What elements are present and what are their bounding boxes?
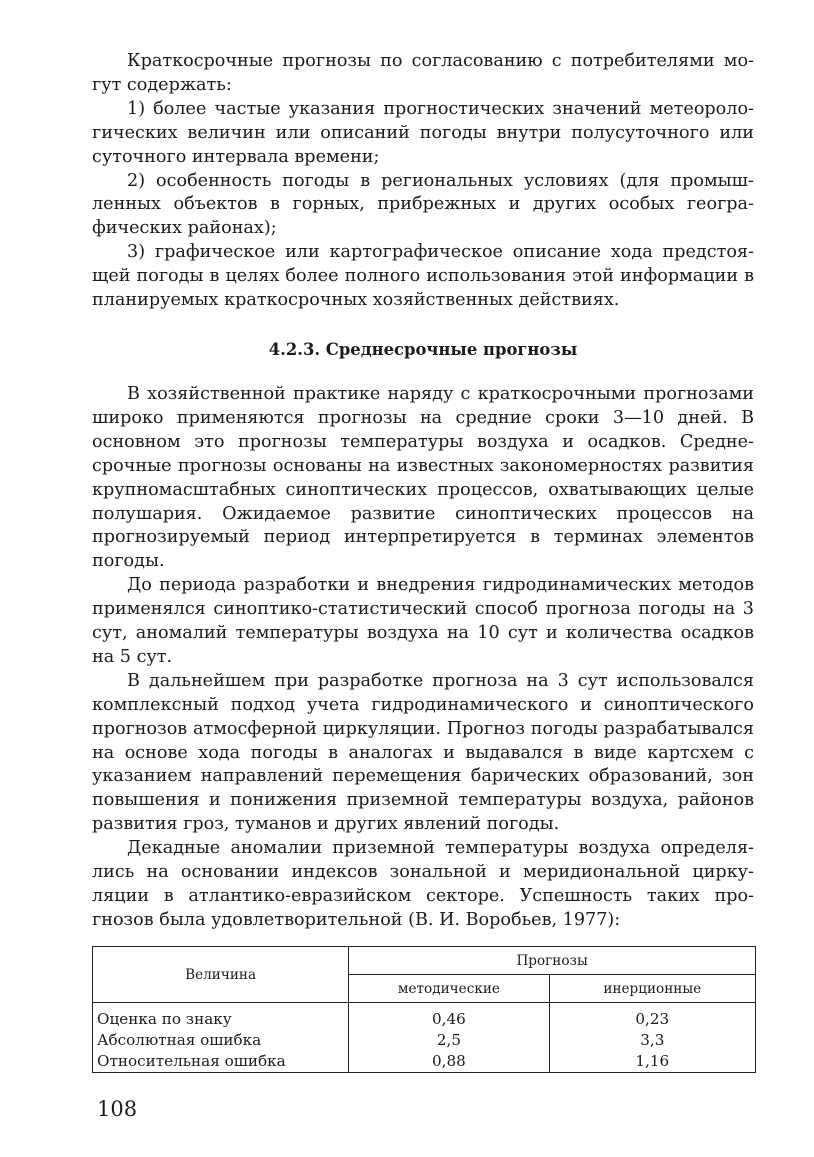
header-forecasts: Прогнозы <box>349 947 756 975</box>
row-label: Относительная ошибка <box>93 1051 349 1073</box>
table-row <box>93 1030 756 1051</box>
page-number: 108 <box>97 1097 138 1121</box>
section-heading: 4.2.3. Среднесрочные прогнозы <box>268 339 578 359</box>
header-methodical: методические <box>349 975 549 1003</box>
row-label: Абсолютная ошибка <box>93 1030 349 1051</box>
section-paragraph-1: В хозяйственной практике наряду с краткосрочными прогнозами широко применяются прогнозы на средние сроки 3—10 дней. В основном это прогнозы температуры воздуха и осадков. Среднесрочные прогнозы основаны на известных закономерностях развития крупномасштабных синоптических процессов, охватывающих целые полушария. Ожидаемое развитие синоптических процессов на прогнозируемый период интерпретируется в терминах элементов погоды. <box>92 383 754 572</box>
header-quantity: Величина <box>93 947 349 1003</box>
row-methodical-value: 2,5 <box>349 1030 549 1051</box>
row-inertial-value: 3,3 <box>549 1030 755 1051</box>
forecast-success-table <box>92 946 756 1073</box>
page-body <box>92 50 754 933</box>
row-inertial-value: 0,23 <box>549 1003 755 1031</box>
header-inertial: инерционные <box>549 975 755 1003</box>
section-paragraph-2: До периода разработки и внедрения гидродинамических методов применялся синоптико-статистический способ прогноза погоды на 3 сут, аномалий температуры воздуха на 10 сут и количества осадков на 5 сут. <box>92 575 754 667</box>
row-inertial-value: 1,16 <box>549 1051 755 1073</box>
section-paragraph-3: В дальнейшем при разработке прогноза на 3 сут использовался комплексный подход учета гидродинамического и синоптического прогнозов атмосферной циркуляции. Прогноз погоды разрабатывался на основе хода погоды в аналогах и выдавался в виде картсхем с указанием направлений перемещения барических образований, зон повышения и понижения приземной температуры воздуха, районов развития гроз, туманов и других явлений погоды. <box>92 670 754 835</box>
row-label: Оценка по знаку <box>93 1003 349 1031</box>
intro-lead: Краткосрочные прогнозы по согласованию с потребителями могут содержать: <box>92 51 754 95</box>
section-paragraph-4: Декадные аномалии приземной температуры воздуха определялись на основании индексов зональной и меридиональной циркуляции в атлантико-евразийском секторе. Успешность таких прогнозов была удовлетворительной (В. И. Воробьев, 1977): <box>92 838 754 930</box>
table-row <box>93 1051 756 1073</box>
intro-item-2: 2) особенность погоды в региональных условиях (для промышленных объектов в горных, прибрежных и других особых географических районах); <box>92 170 754 239</box>
row-methodical-value: 0,46 <box>349 1003 549 1031</box>
table-row <box>93 1003 756 1031</box>
intro-item-3: 3) графическое или картографическое описание хода предстоящей погоды в целях более полного использования этой информации в планируемых краткосрочных хозяйственных действиях. <box>92 242 754 311</box>
intro-item-1: 1) более частые указания прогностических значений метеорологических величин или описаний погоды внутри полусуточного или суточного интервала времени; <box>92 98 754 167</box>
row-methodical-value: 0,88 <box>349 1051 549 1073</box>
